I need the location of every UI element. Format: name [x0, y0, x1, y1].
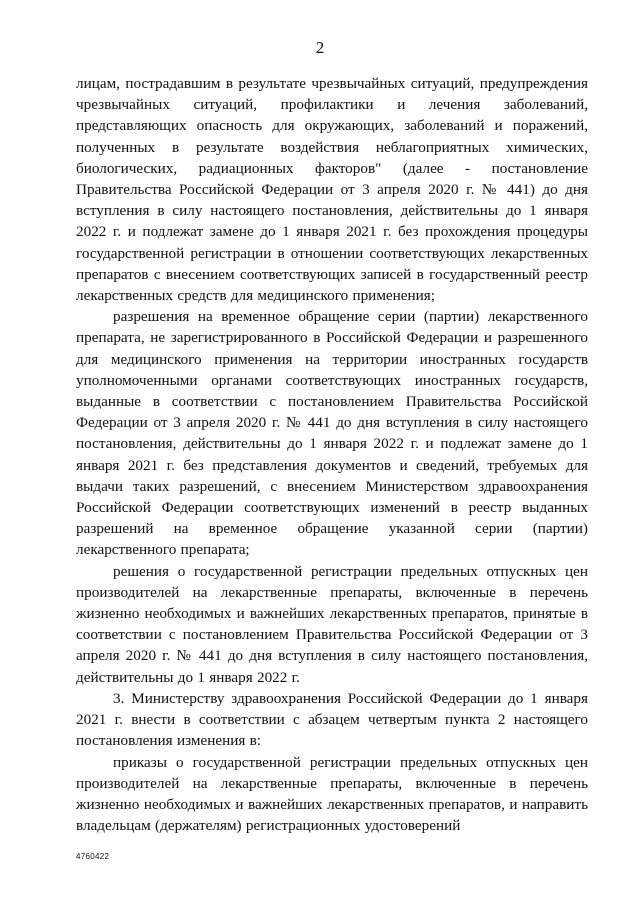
document-body — [76, 73, 588, 836]
paragraph-4: 3. Министерству здравоохранения Российской Федерации до 1 января 2021 г. внести в соответствии с абзацем четвертым пункта 2 настоящего постановления изменения в: — [76, 689, 588, 750]
document-code: 4760422 — [76, 852, 110, 861]
paragraph-2: разрешения на временное обращение серии (партии) лекарственного препарата, не зарегистрированного в Российской Федерации и разрешенного для медицинского применения на территории иностранных государств уполномоченными органами соответствующих иностранных государств, выданные в соответствии с постановлением Правительства Российской Федерации от 3 апреля 2020 г. № 441 до дня вступления в силу настоящего постановления, действительны до 1 января 2022 г. и подлежат замене до 1 января 2021 г. без представления документов и сведений, требуемых для выдачи таких разрешений, с внесением Министерством здравоохранения Российской Федерации соответствующих изменений в реестр выданных разрешений на временное обращение указанной серии (партии) лекарственного препарата; — [76, 308, 588, 559]
paragraph-5: приказы о государственной регистрации предельных отпускных цен производителей на лекарственные препараты, включенные в перечень жизненно необходимых и важнейших лекарственных препаратов, и направить владельцам (держателям) регистрационных удостоверений — [76, 753, 588, 835]
paragraph-3: решения о государственной регистрации предельных отпускных цен производителей на лекарственные препараты, включенные в перечень жизненно необходимых и важнейших лекарственных препаратов, принятые в соответствии с постановлением Правительства Российской Федерации от 3 апреля 2020 г. № 441 до дня вступления в силу настоящего постановления, действительны до 1 января 2022 г. — [76, 562, 588, 686]
page-number: 2 — [315, 38, 325, 57]
paragraph-1: лицам, пострадавшим в результате чрезвычайных ситуаций, предупреждения чрезвычайных ситуаций, профилактики и лечения заболеваний, представляющих опасность для окружающих, заболеваний и поражений, полученных в результате воздействия неблагоприятных химических, биологических, радиационных факторов" (далее - постановление Правительства Российской Федерации от 3 апреля 2020 г. № 441) до дня вступления в силу настоящего постановления, действительны до 1 января 2022 г. и подлежат замене до 1 января 2021 г. без прохождения процедуры государственной регистрации в отношении соответствующих лекарственных препаратов с внесением соответствующих записей в государственный реестр лекарственных средств для медицинского применения; — [76, 75, 588, 305]
